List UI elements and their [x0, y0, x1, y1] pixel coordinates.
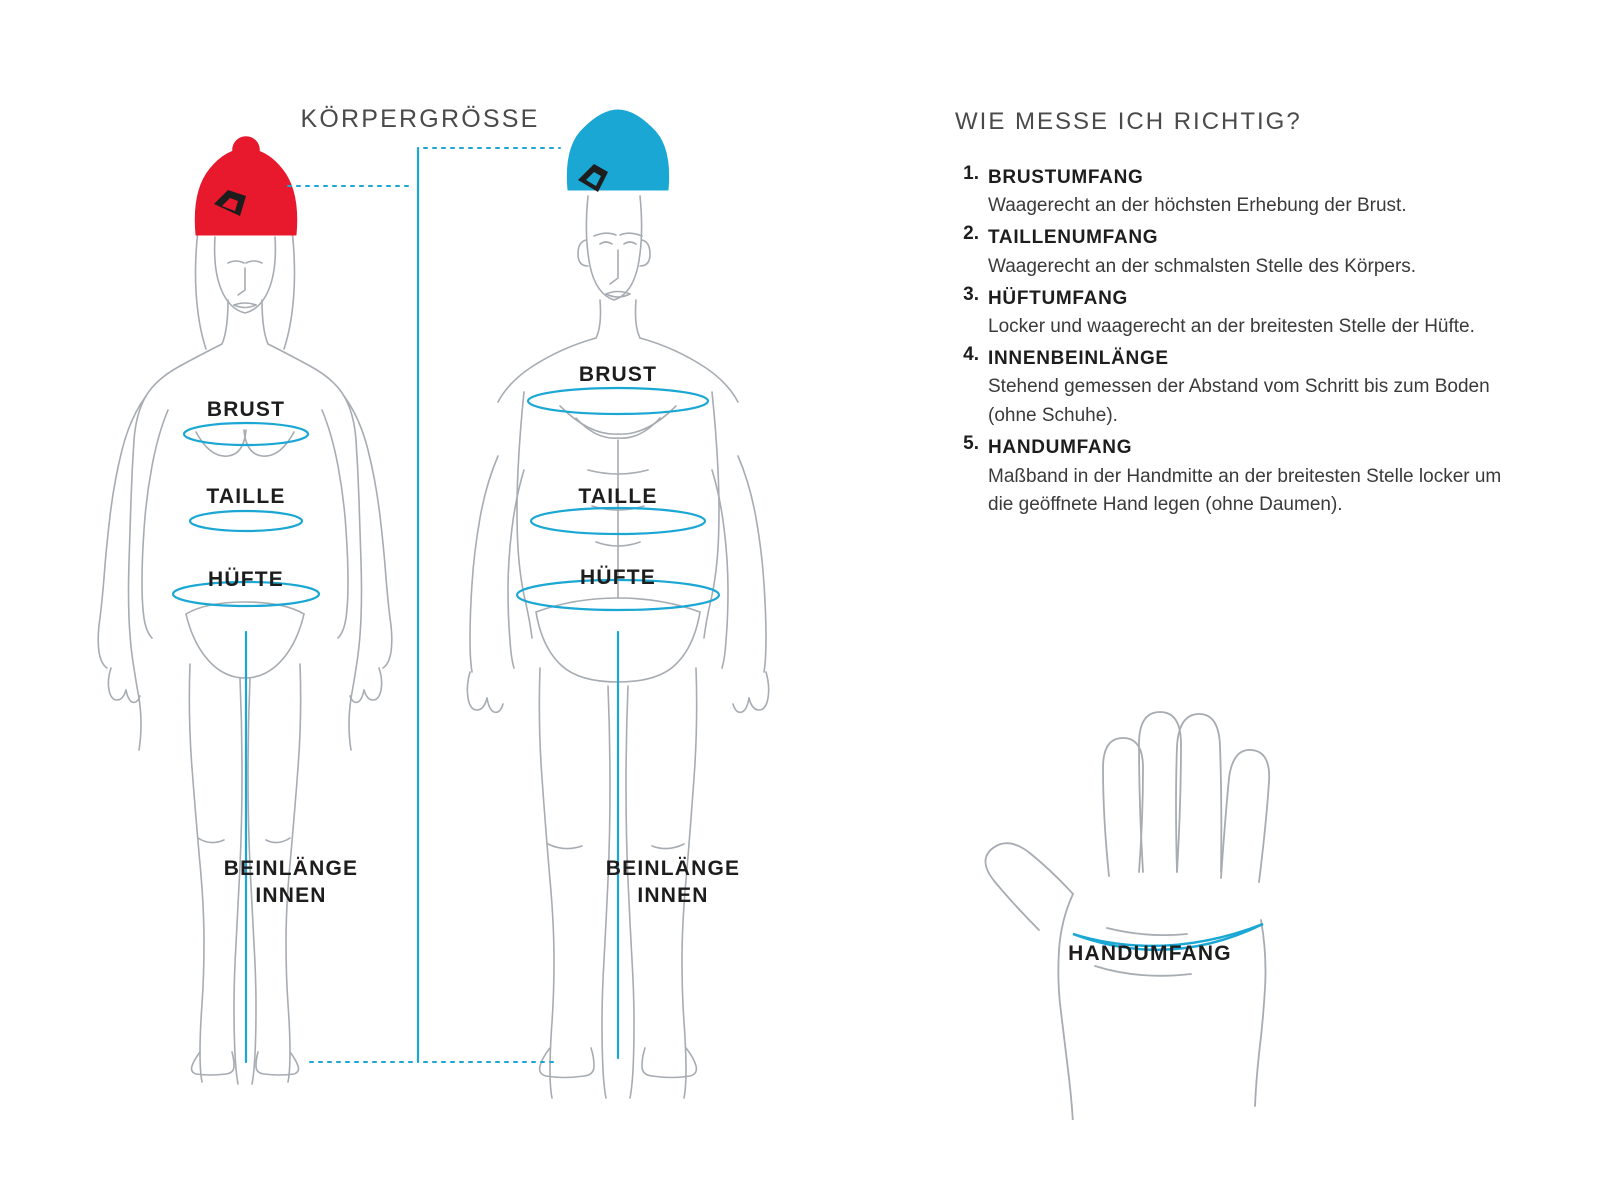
female-label-chest: BRUST — [206, 398, 286, 421]
list-item — [955, 344, 1525, 431]
step-number: 2. — [963, 223, 979, 245]
step-title: BRUSTUMFANG — [988, 167, 1144, 188]
step-description: Locker und waagerecht an der breitesten Stelle der Hüfte. — [988, 316, 1475, 338]
list-item — [955, 433, 1525, 520]
instructions-title: WIE MESSE ICH RICHTIG? — [955, 108, 1302, 135]
hand-label-circumference: HANDUMFANG — [1068, 942, 1232, 965]
step-title: HANDUMFANG — [988, 437, 1133, 459]
step-title: TAILLENUMFANG — [988, 227, 1159, 249]
male-label-chest: BRUST — [578, 363, 658, 386]
male-label-inseam-line2: INNEN — [637, 883, 709, 907]
step-title: HÜFTUMFANG — [988, 287, 1128, 309]
list-item — [955, 223, 1525, 281]
height-measure-guide — [288, 148, 560, 1062]
male-label-inseam — [558, 856, 788, 910]
hand-illustration — [885, 640, 1505, 1120]
female-label-hip: HÜFTE — [208, 568, 284, 591]
male-beanie — [567, 110, 668, 192]
list-item — [955, 163, 1525, 221]
step-number: 4. — [963, 343, 979, 365]
male-label-waist: TAILLE — [578, 485, 658, 508]
female-label-inseam — [176, 856, 406, 910]
page-title-koerpergroesse: KÖRPERGRÖSSE — [300, 105, 540, 133]
step-title: INNENBEINLÄNGE — [988, 347, 1169, 369]
male-label-hip: HÜFTE — [580, 566, 656, 589]
step-description: Waagerecht an der höchsten Erhebung der Brust. — [988, 195, 1407, 217]
step-description: Stehend gemessen der Abstand vom Schritt bis zum Boden (ohne Schuhe). — [988, 376, 1490, 427]
step-description: Maßband in der Handmitte an der breitesten Stelle locker um die geöffnete Hand legen (ohne Daumen). — [988, 465, 1502, 516]
step-number: 5. — [963, 433, 979, 455]
female-beanie — [195, 137, 296, 235]
instructions-panel — [955, 0, 1575, 1200]
female-label-inseam-line2: INNEN — [255, 883, 327, 907]
male-label-inseam-line1: BEINLÄNGE — [605, 857, 741, 880]
female-measure-lines — [173, 423, 319, 1062]
female-label-inseam-line1: BEINLÄNGE — [223, 857, 359, 880]
step-number: 3. — [963, 283, 979, 305]
step-number: 1. — [963, 163, 979, 184]
measure-steps-list — [955, 163, 1525, 522]
step-description: Waagerecht an der schmalsten Stelle des Körpers. — [988, 255, 1417, 277]
list-item — [955, 284, 1525, 342]
female-label-waist: TAILLE — [206, 485, 286, 508]
